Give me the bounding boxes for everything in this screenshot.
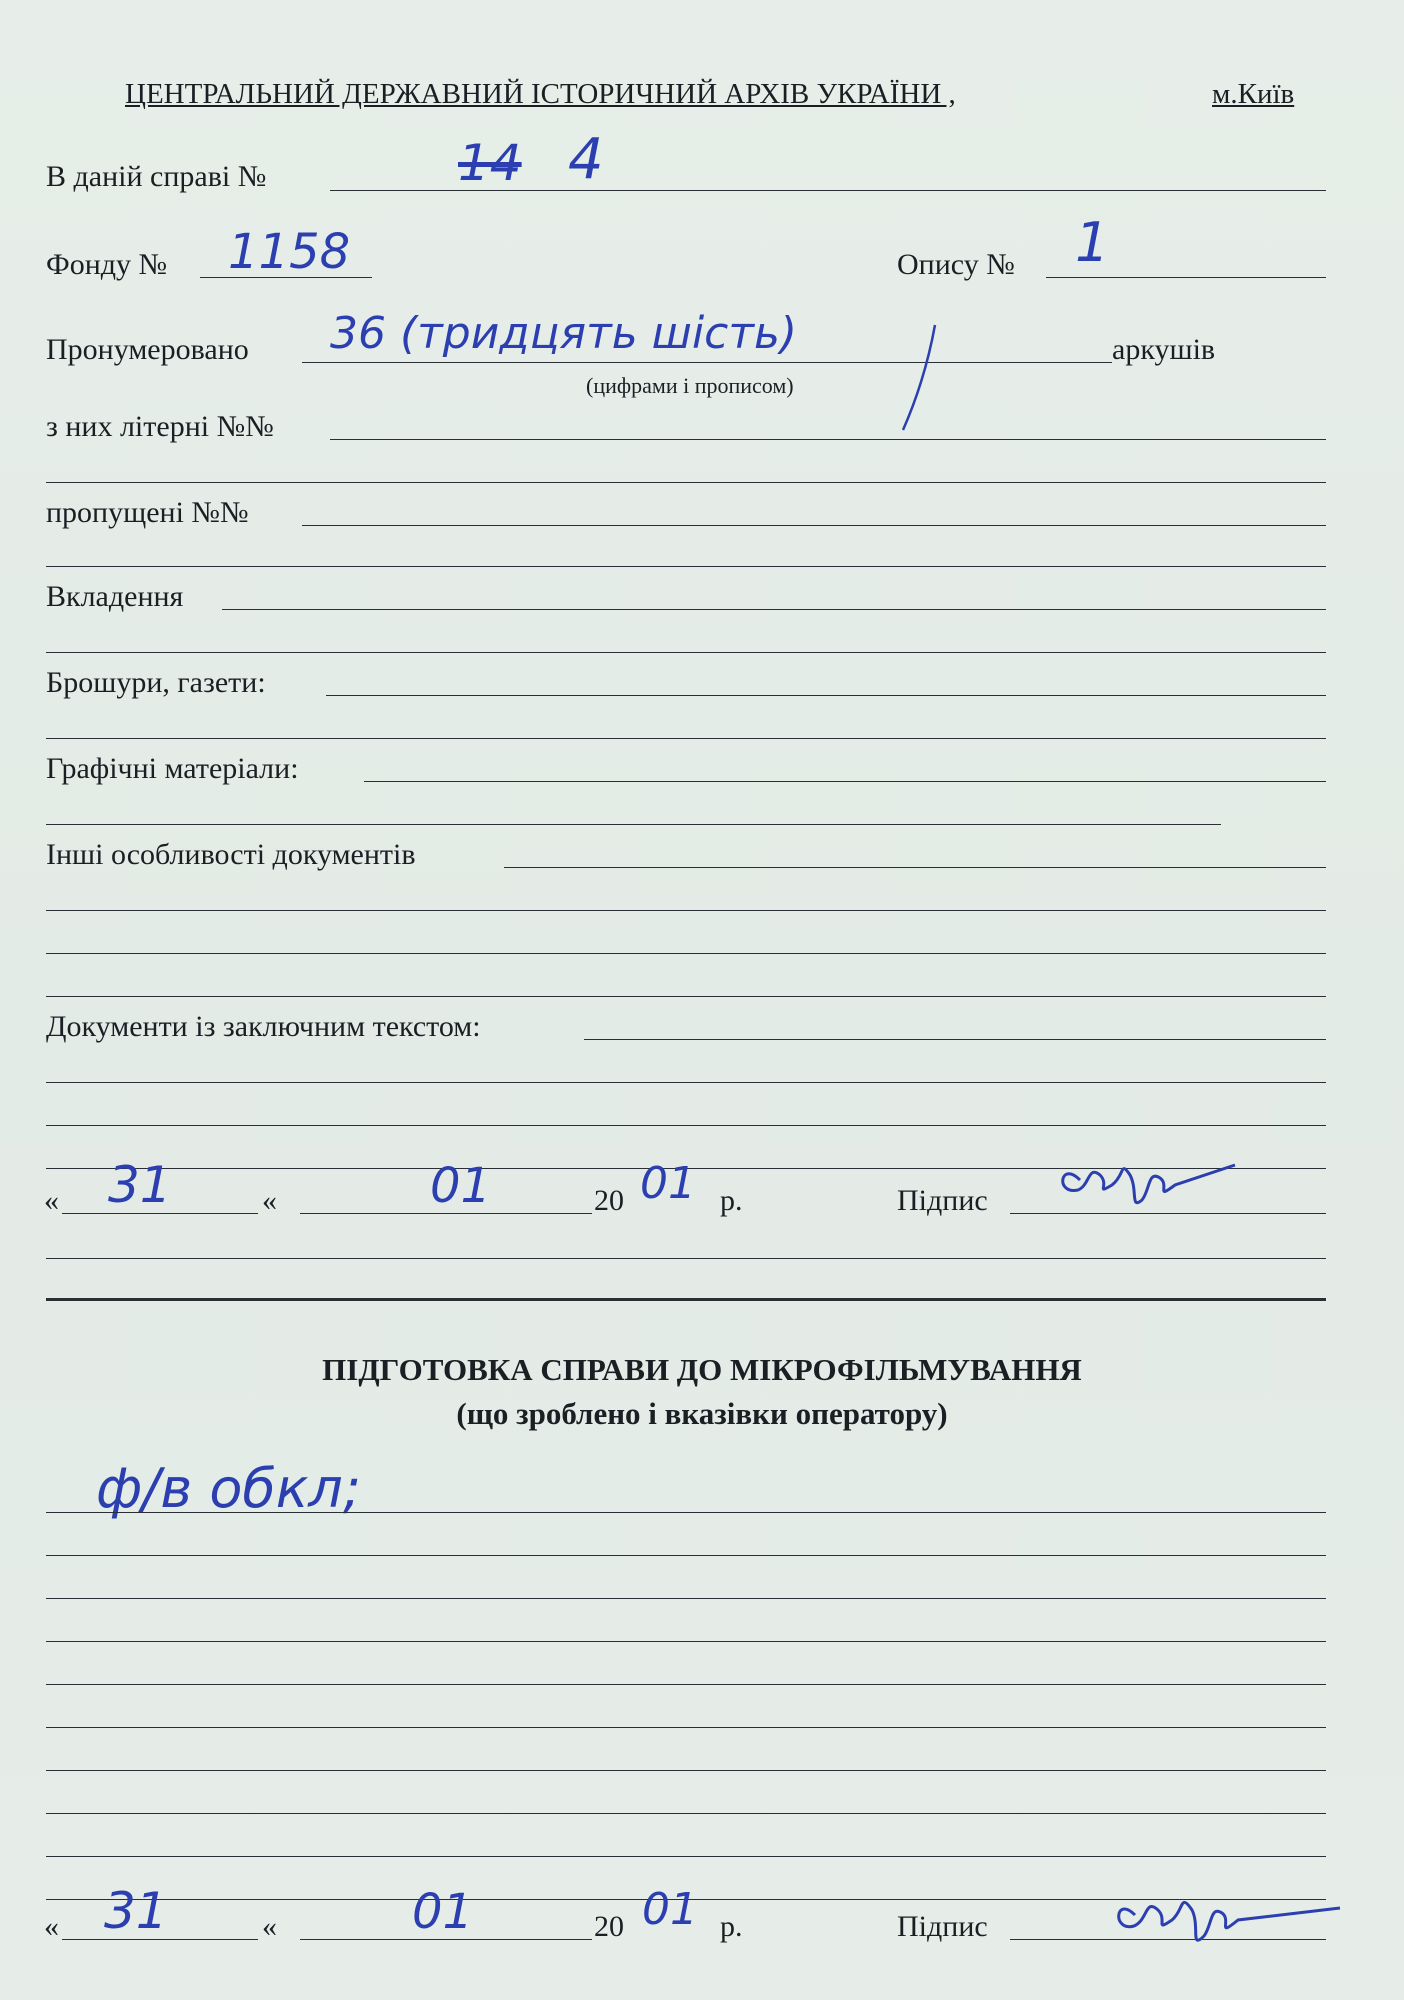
date1-day: 31 [108,1156,172,1214]
date1-year-suffix: 01 [640,1158,696,1209]
letter-line [330,439,1326,440]
pen-stroke-mark [895,320,955,440]
letter-line-2 [46,482,1326,483]
opys-line [1046,277,1326,278]
date2-year-prefix: 20 [594,1910,624,1943]
date2-day: 31 [104,1882,168,1940]
date1-year-mark: р. [720,1184,743,1217]
numbered-suffix: аркушів [1112,333,1216,366]
date1-signature [1050,1140,1250,1220]
closing-line-2 [46,1082,1326,1083]
date1-year-prefix: 20 [594,1184,624,1217]
brochures-label: Брошури, газети: [46,666,266,699]
section2-note: ф/в обкл; [96,1457,362,1520]
note-line-6 [46,1727,1326,1728]
other-line-3 [46,953,1326,954]
case-label: В даній справі № [46,160,267,193]
note-line-1 [46,1512,1326,1513]
note-line-2 [46,1555,1326,1556]
date2-year-suffix: 01 [642,1884,698,1935]
graphics-label: Графічні матеріали: [46,752,299,785]
date2-mid-quote: « [262,1910,277,1943]
note-line-3 [46,1598,1326,1599]
case-value-struck: 14 [458,134,522,192]
other-line [504,867,1326,868]
skipped-line [302,525,1326,526]
note-line-8 [46,1813,1326,1814]
case-value: 4 [568,127,604,192]
date2-signature [1110,1870,1350,1960]
date1-signature-label: Підпис [897,1184,988,1217]
closing-label: Документи із заключним текстом: [46,1010,481,1043]
opys-value: 1 [1075,211,1110,274]
date2-open-quote: « [44,1910,59,1943]
date1-open-quote: « [44,1184,59,1217]
section-divider [46,1298,1326,1301]
brochures-line [326,695,1326,696]
closing-line [584,1039,1326,1040]
section2-subtitle: (що зроблено і вказівки оператору) [456,1396,948,1431]
date1-mid-quote: « [262,1184,277,1217]
note-line-9 [46,1856,1326,1857]
other-label: Інші особливості документів [46,838,416,871]
note-line-5 [46,1684,1326,1685]
date1-month: 01 [430,1158,492,1214]
other-line-4 [46,996,1326,997]
attachments-label: Вкладення [46,580,184,613]
other-line-2 [46,910,1326,911]
opys-label: Опису № [897,248,1015,281]
graphics-line [364,781,1326,782]
numbered-hint: (цифрами і прописом) [586,373,794,398]
numbered-label: Пронумеровано [46,333,249,366]
date2-signature-label: Підпис [897,1910,988,1943]
skipped-line-2 [46,566,1326,567]
note-line-7 [46,1770,1326,1771]
closing-line-3 [46,1125,1326,1126]
date2-month: 01 [412,1884,474,1940]
date1-lower-line [46,1258,1326,1259]
fond-value: 1158 [228,224,351,280]
archive-name: ЦЕНТРАЛЬНИЙ ДЕРЖАВНИЙ ІСТОРИЧНИЙ АРХІВ УКРАЇНИ , [125,78,956,110]
section2-title: ПІДГОТОВКА СПРАВИ ДО МІКРОФІЛЬМУВАННЯ [322,1352,1082,1387]
attachments-line [222,609,1326,610]
letter-label: з них літерні №№ [46,410,274,443]
graphics-line-2 [46,824,1221,825]
fond-label: Фонду № [46,248,168,281]
note-line-4 [46,1641,1326,1642]
numbered-value: 36 (тридцять шість) [330,308,798,359]
numbered-line [302,362,1112,363]
city: м.Київ [1212,78,1295,110]
brochures-line-2 [46,738,1326,739]
attachments-line-2 [46,652,1326,653]
skipped-label: пропущені №№ [46,496,249,529]
date2-year-mark: р. [720,1910,743,1943]
